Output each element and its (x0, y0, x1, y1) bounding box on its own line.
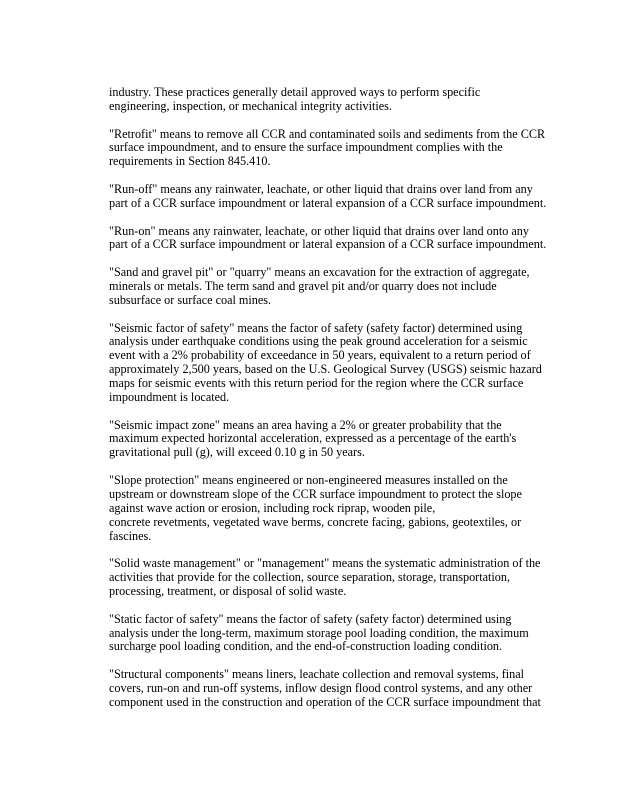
text-line: industry. These practices generally detail approved ways to perform specific (109, 85, 481, 99)
text-line: "Retrofit" means to remove all CCR and contaminated soils and sediments from the CCR (109, 126, 546, 141)
text-line: "Solid waste management" or "management" means the systematic administration of the (109, 556, 541, 571)
definition-paragraph (109, 668, 549, 710)
text-line: requirements in Section 845.410. (109, 154, 271, 169)
text-line: maps for seismic events with this return period for the region where the CCR surface (109, 376, 524, 391)
text-line: part of a CCR surface impoundment or lateral expansion of a CCR surface impoundment. (109, 195, 547, 210)
text-line: component used in the construction and operation of the CCR surface impoundment that (109, 694, 541, 709)
text-line: "Run-off" means any rainwater, leachate, or other liquid that drains over land from any (109, 182, 533, 197)
text-line: "Seismic impact zone" means an area having a 2% or greater probability that the (109, 417, 502, 432)
text-line: activities that provide for the collection, source separation, storage, transportation, (109, 570, 511, 585)
text-line: processing, treatment, or disposal of solid waste. (109, 583, 347, 598)
definition-paragraph (109, 266, 549, 308)
text-line: surcharge pool loading condition, and the end-of-construction loading condition. (109, 639, 503, 654)
text-line: minerals or metals. The term sand and gravel pit and/or quarry does not include (109, 279, 497, 294)
text-line: "Structural components" means liners, leachate collection and removal systems, final (109, 667, 525, 682)
definition-paragraph (109, 613, 549, 655)
document-page (109, 86, 549, 724)
text-line: fascines. (109, 528, 152, 543)
definition-paragraph (109, 183, 549, 211)
text-line: surface impoundment, and to ensure the surface impoundment complies with the (109, 140, 503, 155)
definition-paragraph (109, 86, 549, 114)
text-line: upstream or downstream slope of the CCR surface impoundment to protect the slope (109, 486, 522, 501)
definition-paragraph (109, 128, 549, 170)
text-line: maximum expected horizontal acceleration, expressed as a percentage of the earth's (109, 431, 517, 446)
definition-paragraph (109, 225, 549, 253)
text-line: analysis under the long-term, maximum storage pool loading condition, the maximum (109, 625, 529, 640)
text-line: "Slope protection" means engineered or non-engineered measures installed on the (109, 473, 508, 488)
text-line: "Static factor of safety" means the factor of safety (safety factor) determined using (109, 611, 512, 626)
text-line: covers, run-on and run-off systems, inflow design flood control systems, and any other (109, 680, 533, 695)
definition-paragraph (109, 474, 549, 543)
text-line: impoundment is located. (109, 389, 230, 404)
text-line: "Sand and gravel pit" or "quarry" means an excavation for the extraction of aggregate, (109, 265, 530, 280)
text-line: gravitational pull (g), will exceed 0.10 g in 50 years. (109, 445, 365, 460)
text-line: event with a 2% probability of exceedance in 50 years, equivalent to a return period of (109, 348, 531, 363)
text-line: "Seismic factor of safety" means the factor of safety (safety factor) determined using (109, 320, 523, 335)
text-line: analysis under earthquake conditions using the peak ground acceleration for a seismic (109, 334, 528, 349)
definition-paragraph (109, 557, 549, 599)
definition-paragraph (109, 322, 549, 405)
text-line: "Run-on" means any rainwater, leachate, or other liquid that drains over land onto any (109, 223, 529, 238)
definition-paragraph (109, 419, 549, 461)
text-line: against wave action or erosion, including rock riprap, wooden pile, (109, 500, 436, 515)
text-line: engineering, inspection, or mechanical integrity activities. (109, 98, 392, 113)
text-line: approximately 2,500 years, based on the U.S. Geological Survey (USGS) seismic hazard (109, 362, 542, 377)
text-line: part of a CCR surface impoundment or lateral expansion of a CCR surface impoundment. (109, 237, 547, 252)
text-line: subsurface or surface coal mines. (109, 292, 272, 307)
text-line: concrete revetments, vegetated wave berms, concrete facing, gabions, geotextiles, or (109, 514, 522, 529)
